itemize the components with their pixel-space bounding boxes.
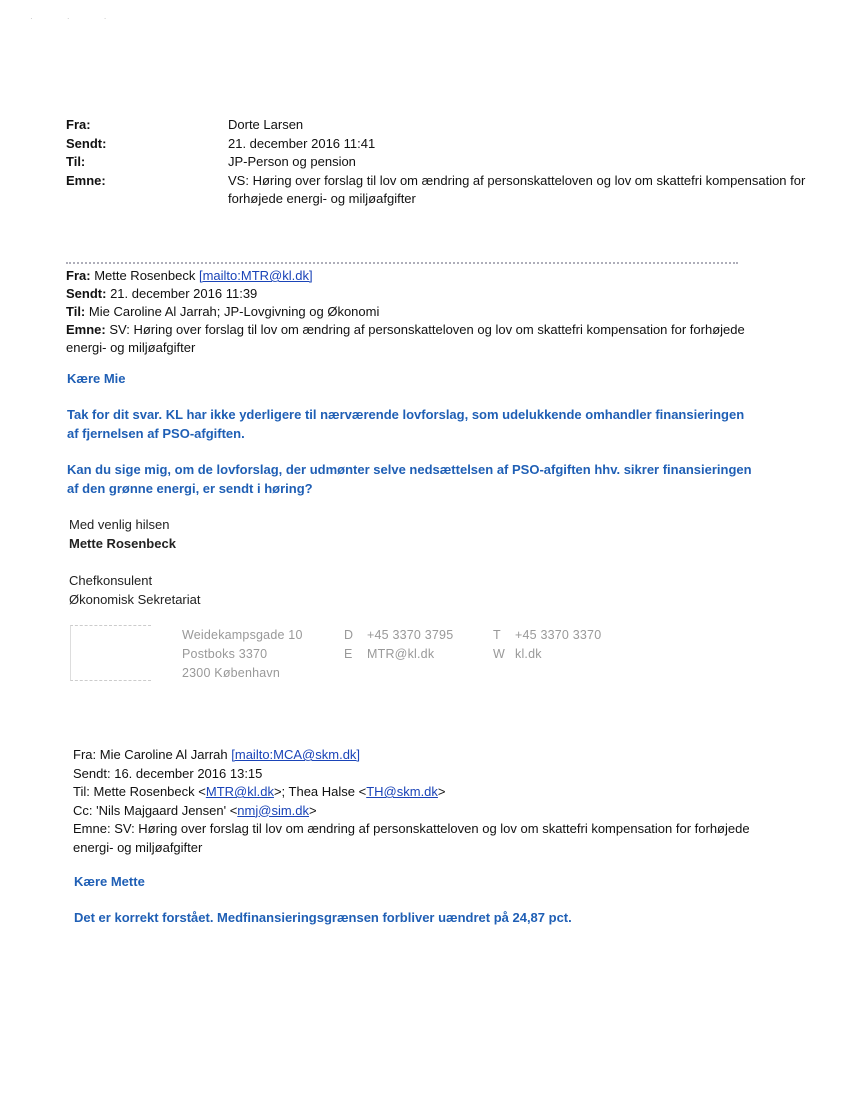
contact-key: W xyxy=(493,647,505,661)
header-value: 21. december 2016 11:41 xyxy=(228,135,376,151)
mail1-sent-value: 21. december 2016 11:39 xyxy=(110,286,258,301)
mail2-from-label: Fra: xyxy=(73,747,97,762)
header-label: Sendt: xyxy=(66,135,107,151)
logo-placeholder xyxy=(70,625,151,681)
address-line: 2300 København xyxy=(182,666,281,680)
contact-value: kl.dk xyxy=(515,647,542,661)
mail1-from-row xyxy=(66,267,786,285)
mail2-from-link[interactable]: [mailto:MCA@skm.dk] xyxy=(231,747,361,762)
header-row-sent xyxy=(66,135,806,154)
mail2-cc-text: > xyxy=(309,802,317,818)
mail1-greeting: Kære Mie xyxy=(67,371,126,386)
contact-key: D xyxy=(344,628,354,642)
mail2-subject-value: SV: Høring over forslag til lov om ændring af personskatteloven og lov om skattefri kompensation for forhøjede energi- og miljøafgifter xyxy=(73,821,750,855)
forward-header xyxy=(66,116,806,209)
mail2-to-text: > xyxy=(437,784,446,799)
mail2-sent-value: 16. december 2016 13:15 xyxy=(114,765,263,781)
mail2-to-text: >; Thea Halse < xyxy=(273,784,367,799)
mail1-sent-row xyxy=(66,285,786,303)
mail1-subject-row xyxy=(66,321,786,357)
mail1-to-row xyxy=(66,303,786,321)
mail2-to-text: Mette Rosenbeck < xyxy=(93,784,206,799)
mail2-to-link-2[interactable]: TH@skm.dk xyxy=(366,784,438,799)
mail1-paragraph-1: Tak for dit svar. KL har ikke yderligere til nærværende lovforslag, som udelukkende omhandler finansieringen af fjernelsen af PSO-afgiften. xyxy=(67,407,745,441)
mail1-subject-label: Emne: xyxy=(66,322,106,337)
mail2-cc-row xyxy=(73,802,793,821)
header-row-from xyxy=(66,116,806,135)
mail1-to-label: Til: xyxy=(66,304,86,319)
header-value: Dorte Larsen xyxy=(228,117,304,132)
mail1-paragraph-2: Kan du sige mig, om de lovforslag, der udmønter selve nedsættelsen af PSO-afgiften hhv. sikrer finansieringen af den grønne energi, er sendt i høring? xyxy=(67,462,752,496)
mail1-to-value: Mie Caroline Al Jarrah; JP-Lovgivning og Økonomi xyxy=(88,304,380,319)
signature-block xyxy=(69,515,176,553)
signer-name: Mette Rosenbeck xyxy=(69,536,176,551)
mail2-cc-text: 'Nils Majgaard Jensen' < xyxy=(96,802,238,818)
mail1-sent-label: Sendt: xyxy=(66,286,107,301)
mail1-header xyxy=(66,267,786,357)
address-line: Postboks 3370 xyxy=(182,647,268,661)
contact-values-2 xyxy=(515,626,601,664)
mail1-from-link[interactable]: [mailto:MTR@kl.dk] xyxy=(198,268,313,283)
contact-values-1 xyxy=(367,626,453,664)
mail2-greeting: Kære Mette xyxy=(74,874,145,889)
mail1-subject-value: SV: Høring over forslag til lov om ændring af personskatteloven og lov om skattefri kompensation for forhøjede energi- og miljøafgifter xyxy=(66,322,745,355)
scan-specks: · · · xyxy=(30,14,123,23)
mail1-from-label: Fra: xyxy=(66,268,91,283)
mail2-paragraph: Det er korrekt forstået. Medfinansieringsgrænsen forbliver uændret på 24,87 pct. xyxy=(74,910,572,925)
mail2-subject-label: Emne: xyxy=(73,821,111,836)
signer-title: Chefkonsulent xyxy=(69,573,153,588)
mail2-to-row xyxy=(73,783,793,802)
header-label: Fra: xyxy=(66,117,91,132)
header-label: Emne: xyxy=(66,172,106,188)
contact-keys-2 xyxy=(493,626,505,664)
header-row-subject xyxy=(66,172,806,209)
header-label: Til: xyxy=(66,154,86,169)
mail2-from-name: Mie Caroline Al Jarrah xyxy=(99,747,228,762)
header-row-to xyxy=(66,153,806,172)
contact-value: +45 3370 3795 xyxy=(367,628,454,642)
contact-keys-1 xyxy=(344,626,353,664)
mail2-sent-row xyxy=(73,765,793,784)
mail2-to-label: Til: xyxy=(73,784,90,799)
contact-value: +45 3370 3370 xyxy=(515,628,602,642)
mail2-from-row xyxy=(73,746,793,765)
address-block xyxy=(182,626,303,683)
contact-value: MTR@kl.dk xyxy=(367,647,435,661)
contact-key: T xyxy=(493,628,501,642)
mail2-header xyxy=(73,746,793,857)
mail2-to-link-1[interactable]: MTR@kl.dk xyxy=(205,784,274,799)
mail2-cc-link[interactable]: nmj@sim.dk xyxy=(237,802,309,818)
closing: Med venlig hilsen xyxy=(69,517,170,532)
contact-key: E xyxy=(344,647,353,661)
separator-line xyxy=(66,262,738,264)
signer-department: Økonomisk Sekretariat xyxy=(69,592,201,607)
header-value: VS: Høring over forslag til lov om ændring af personskatteloven og lov om skattefri kompensation for forhøjede energi- og miljøafgifter xyxy=(228,172,806,206)
address-line: Weidekampsgade 10 xyxy=(182,628,303,642)
mail2-sent-label: Sendt: xyxy=(73,765,111,781)
header-value: JP-Person og pension xyxy=(228,154,356,169)
signature-title-block xyxy=(69,571,201,609)
mail1-from-name: Mette Rosenbeck xyxy=(94,268,196,283)
mail2-subject-row xyxy=(73,820,793,857)
mail2-cc-label: Cc: xyxy=(73,802,93,818)
